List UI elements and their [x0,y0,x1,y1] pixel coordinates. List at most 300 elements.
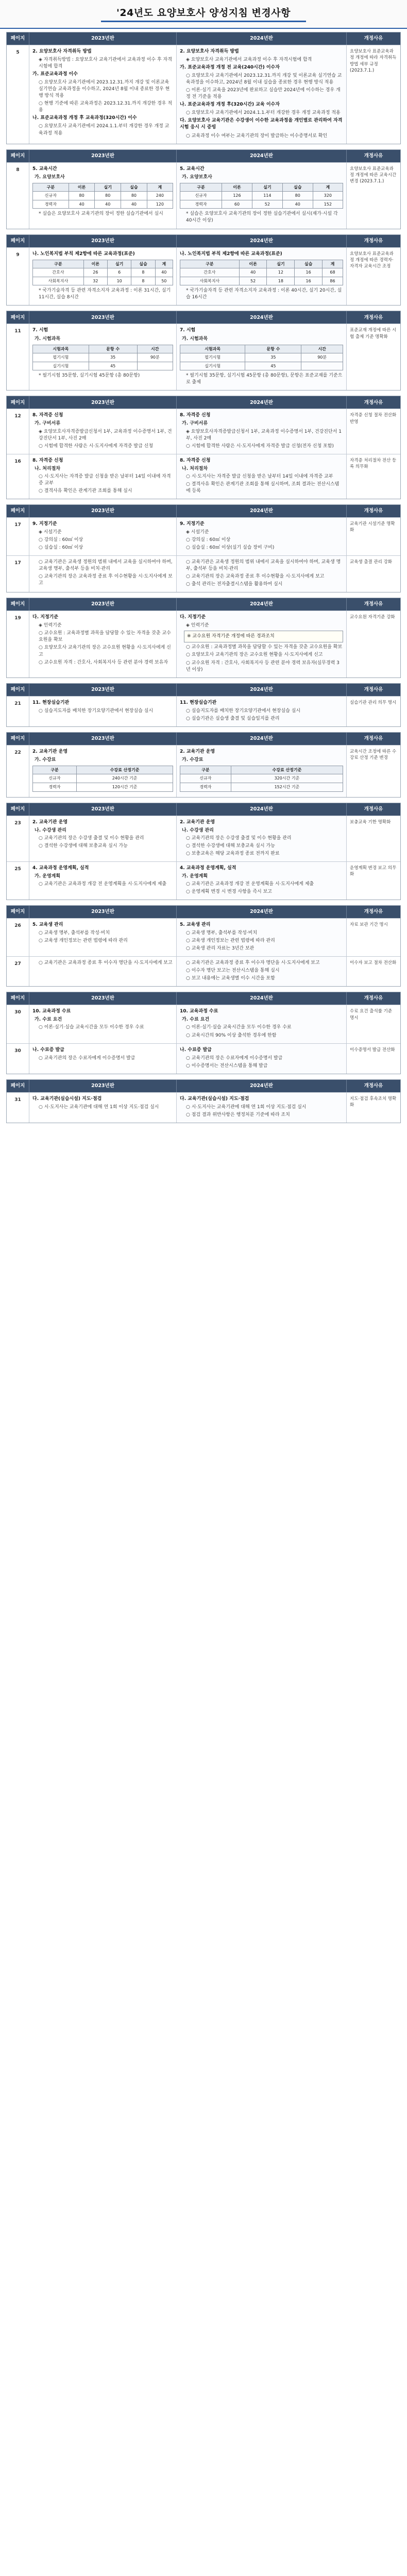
header-reason: 개정사유 [364,806,383,812]
header-old-version: 2023년판 [29,396,177,409]
comparison-row [7,162,400,229]
body-text: ○ 강의실 : 60㎡ 이상 [186,537,231,543]
body-text: ○ 교육생 개인정보는 관련 법령에 따라 관리 [186,938,275,944]
body-text: ○ 실습기관은 실습생 출결 및 실습일지를 관리 [186,716,280,721]
mini-table-head-cell: 계 [155,260,173,268]
mini-table-head-cell: 문항 수 [89,345,137,353]
body-text: ○ 요양보호사 교육기관에서 2023.12.31.까지 개강 및 이론교육 실기연습 교육과정을 이수하고, 2024년 8월 이내 종료한 경우 현행 방식 적용 [39,80,170,99]
old-version-cell [29,816,177,861]
body-text: ○ 보충교육은 해당 교육과정 종료 전까지 완료 [186,851,280,856]
body-text: ○ 출석 관리는 전자출결시스템을 활용하여 실시 [186,582,283,587]
mini-table-head-cell: 실기 [95,183,121,192]
subsection-heading: 가. 수료 요건 [35,1017,62,1023]
section-heading: 9. 지정기준 [180,521,205,527]
page-number: 30 [7,1044,29,1074]
new-version-cell [177,957,347,986]
mini-table-cell: 52 [252,200,282,209]
mini-table-cell: 10 [108,277,131,285]
page-number: 16 [7,454,29,499]
header-new-version: 2024년판 [177,311,347,324]
new-version-cell [177,697,347,726]
body-text: ◈ 요양보호사 교육기관에서 교육과정 이수 후 자격시험에 합격 [186,57,312,63]
section-heading: 다. 교육기관(실습시설) 지도·점검 [180,1096,249,1101]
mini-table-head-cell: 구분 [180,183,222,192]
comparison-table [6,311,401,391]
body-text: ○ 시·도지사는 자격증 발급 신청을 받은 날부터 14일 이내에 자격증 교부 [39,473,171,486]
revision-reason: 운영계획 변경 보고 의무화 [350,865,397,877]
comparison-mini-table [32,345,173,371]
mini-table-cell: 신규자 [180,192,222,200]
body-text: ○ 결석한 수강생에 대해 보충교육 실시 가능 [186,843,275,849]
old-version-cell [29,957,177,986]
comparison-document [6,32,401,1128]
mini-table-cell: 90분 [301,353,343,362]
header-reason: 개정사유 [364,995,383,1002]
header-old-version: 2023년판 [29,505,177,517]
comparison-mini-table [180,766,343,792]
comparison-row [7,1005,400,1043]
mini-table-cell: 120시간 기준 [77,783,173,792]
body-text: ○ 교육과정 이수 여부는 교육기관의 장이 발급하는 이수증명서로 확인 [186,133,328,139]
revision-reason: 교육시간 조정에 따른 수강료 산정 기준 변경 [350,749,397,761]
mini-table-cell: 35 [245,353,301,362]
subsection-heading: 가. 시험과목 [35,336,61,342]
new-version-cell [177,1005,347,1043]
header-new-version: 2024년판 [177,396,347,409]
section-heading: 2. 요양보호사 자격취득 방법 [32,49,92,54]
old-version-cell [29,163,177,229]
revision-reason: 이수증명서 발급 전산화 [350,1047,395,1053]
comparison-row [7,247,400,306]
table-header [7,906,400,918]
old-version-cell [29,1044,177,1074]
body-text: ○ 요양보호사 교육기관에서 2023.12.31.까지 개강 및 이론교육 실기연습 교육과정을 이수하고, 2024년 8월 이내 실습을 종료한 경우 현행 방식 적용 [186,73,342,86]
revision-reason: 이수자 보고 절차 전산화 [350,960,397,966]
body-text: ○ 이론·실기·실습 교육시간을 모두 이수한 경우 수료 [39,1025,144,1030]
header-page: 페이지 [7,803,29,816]
page-number: 12 [7,409,29,453]
revision-reason: 요양보호사 표준교육과정 개정에 따른 교육시간 변경 (2023.7.1.) [350,166,397,184]
header-new-version: 2024년판 [177,684,347,696]
page-number: 11 [7,324,29,390]
table-header [7,684,400,696]
mini-table-head-cell: 구분 [180,766,231,774]
mini-table-row [180,200,343,209]
mini-table-cell: 40 [69,200,95,209]
comparison-row [7,1092,400,1123]
comparison-table [6,905,401,987]
header-new-version: 2024년판 [177,235,347,247]
new-version-cell [177,518,347,555]
mini-table-head-cell: 이론 [83,260,107,268]
body-text: ○ 교육기관은 교육과정 종료 후 이수자 명단을 시·도지사에게 보고 [39,960,173,966]
new-version-cell [177,611,347,677]
new-version-cell [177,409,347,453]
page-number: 31 [7,1093,29,1123]
section-heading: 8. 자격증 신청 [180,413,211,418]
comparison-row [7,696,400,726]
revision-reason: 자격증 처리절차 전산 등록 의무화 [350,457,397,469]
mini-table-head-cell: 구분 [180,260,240,268]
mini-table-cell: 240시간 기준 [77,774,173,783]
section-heading: 5. 교육생 관리 [32,922,63,928]
revision-reason: 표준교재 개정에 따른 시험 출제 기준 명확화 [350,328,397,340]
table-header [7,150,400,162]
comparison-table [6,149,401,229]
body-text: ○ 교육기관의 장은 수료자에게 이수증명서 발급 [39,1055,135,1061]
section-heading: 4. 교육과정 운영계획, 실적 [180,865,236,871]
comparison-row [7,956,400,986]
mini-table-cell: 18 [267,277,295,285]
header-page: 페이지 [7,598,29,611]
section-heading: 나. 수료증 발급 [32,1047,64,1053]
comparison-mini-table [180,183,343,209]
comparison-row [7,745,400,797]
mini-table-header [180,260,343,268]
mini-table-row [33,774,173,783]
body-text: ○ 교육기관의 장은 교육과정 종료 후 이수현황을 시·도지사에게 보고 [186,574,325,580]
header-new-version: 2024년판 [177,598,347,611]
mini-table-head-cell: 구분 [33,766,77,774]
mini-table-header [33,183,173,192]
mini-table-cell: 필기시험 [180,353,245,362]
mini-table-head-cell: 실기 [108,260,131,268]
header-old-version: 2023년판 [29,684,177,696]
new-version-cell [177,1093,347,1123]
subsection-heading: 가. 수강료 [182,757,204,762]
mini-table-cell [137,362,173,370]
body-text: * 필기시험 35문항, 실기시험 45문항 (총 80문항), 문항은 표준교재를 기준으로 출제 [186,373,343,385]
new-version-cell [177,163,347,229]
mini-table-cell: 실기시험 [180,362,245,370]
body-text: ○ 교육기관은 교육생 정원의 범위 내에서 교육을 실시하여야 하며, 교육생 명부, 출석부 등을 비치·관리 [186,560,341,572]
mini-table-cell: 신규자 [33,774,77,783]
mini-table-cell: 86 [323,277,343,285]
revision-reason: 지도·점검 후속조치 명확화 [350,1096,397,1108]
header-old-version: 2023년판 [29,906,177,918]
old-version-cell [29,518,177,555]
body-text: ○ 이수자 명단 보고는 전산시스템을 통해 실시 [186,968,280,974]
header-page: 페이지 [7,32,29,45]
mini-table-cell: 신규자 [33,192,69,200]
body-text: ○ 시·도지사는 교육기관에 대해 연 1회 이상 지도·점검 실시 [186,1104,307,1110]
body-text: ○ 교육생 명부, 출석부를 작성·비치 [186,930,258,936]
page-banner [0,0,407,29]
mini-table-row [33,268,173,277]
page-number: 19 [7,611,29,677]
body-text: ○ 교육기관은 교육과정 종료 후 이수자 명단을 시·도지사에게 보고 [186,960,320,966]
new-version-cell [177,816,347,861]
mini-table-cell: 사회복지사 [33,277,84,285]
comparison-table [6,598,401,677]
comparison-row [7,861,400,900]
section-heading: 5. 교육시간 [180,166,205,172]
revision-reason: 교육기관 시설기준 명확화 [350,521,395,533]
revision-reason: 교수요원 자격기준 강화 [350,615,395,620]
header-old-version: 2023년판 [29,1080,177,1092]
mini-table-cell: 실기시험 [33,362,89,370]
page-number: 23 [7,816,29,861]
subsection-heading: 나. 수강생 관리 [35,827,66,833]
comparison-mini-table [180,345,343,371]
body-text: * 국가기술자격 등 관련 자격소지자 교육과정 : 이론 31시간, 실기 11시간, 실습 8시간 [39,288,171,300]
body-text: ○ 시·도지사는 자격증 발급 신청을 받은 날부터 14일 이내에 자격증 교부 [186,473,333,479]
new-version-cell [177,745,347,797]
subsection-heading: 가. 요양보호사 [182,174,212,180]
subsection-heading: 가. 수료 요건 [182,1017,210,1023]
header-new-version: 2024년판 [177,1080,347,1092]
notice-box: ※ 교수요원 자격기준 개정에 따른 경과조치 [184,631,343,642]
mini-table-cell: 신규자 [180,774,231,783]
mini-table-cell: 40 [282,200,313,209]
header-reason: 개정사유 [364,36,383,42]
mini-table-cell: 80 [121,192,147,200]
section-heading: 가. 표준교육과정 이수 [32,72,78,77]
old-version-cell [29,1005,177,1043]
old-version-cell [29,248,177,306]
mini-table-cell: 60 [222,200,252,209]
section-heading: 11. 현장실습기관 [32,700,70,705]
mini-table-cell: 320시간 기준 [231,774,343,783]
old-version-cell [29,611,177,677]
page-number: 8 [7,163,29,229]
header-old-version: 2023년판 [29,733,177,745]
mini-table-row [180,783,343,792]
mini-table-head-cell: 시간 [301,345,343,353]
page-number: 5 [7,45,29,144]
mini-table-head-cell: 구분 [33,183,69,192]
mini-table-cell: 16 [295,268,323,277]
mini-table-header [33,260,173,268]
page-number: 17 [7,556,29,592]
section-heading: 나. 수료증 발급 [180,1047,212,1053]
comparison-table [6,683,401,727]
page-title: '24년도 요양보호사 양성지침 변경사항 [116,7,291,19]
mini-table-head-cell: 이론 [222,183,252,192]
mini-table-cell: 40 [155,268,173,277]
header-page: 페이지 [7,906,29,918]
mini-table-cell: 6 [108,268,131,277]
mini-table-head-cell: 시험과목 [180,345,245,353]
body-text: ○ 교육기관은 교육생 정원의 범위 내에서 교육을 실시하여야 하며, 교육생 명부, 출석부 등을 비치·관리 [39,560,173,572]
mini-table-row [180,277,343,285]
comparison-table [6,504,401,592]
body-text: ○ 실습지도자를 배치한 장기요양기관에서 현장실습 실시 [186,708,301,714]
body-text: ◈ 인력기준 [39,623,62,629]
table-header [7,803,400,816]
subsection-heading: 나. 처리절차 [182,466,208,471]
new-version-cell [177,862,347,900]
mini-table-head-cell: 문항 수 [245,345,301,353]
body-text: ○ 교수요원 자격 : 간호사, 사회복지사 등 관련 분야 경력 보유자 [39,659,168,665]
mini-table-header [33,766,173,774]
old-version-cell [29,745,177,797]
subsection-heading: 가. 요양보호사 [35,174,65,180]
mini-table-head-cell: 시간 [137,345,173,353]
mini-table-head-cell: 실습 [282,183,313,192]
mini-table-cell: 8 [131,268,155,277]
page-number: 27 [7,957,29,986]
section-heading: 2. 교육기관 운영 [32,819,68,825]
section-heading: 다. 요양보호사 교육기관은 수강생이 이수한 교육과정을 개인별로 관리하여 자격시험 응시 시 증빙 [180,118,343,130]
comparison-table [6,396,401,499]
mini-table-cell [301,362,343,370]
mini-table-header [33,345,173,353]
mini-table-cell: 45 [89,362,137,370]
mini-table-head-cell: 계 [323,260,343,268]
section-heading: 다. 지정기준 [180,615,206,620]
body-text: ○ 이론·실기 교육을 2023년에 완료하고 실습만 2024년에 이수하는 경우 개정 전 기준을 적용 [186,88,341,100]
body-text: ○ 시험에 합격한 사람은 시·도지사에게 자격증 발급 신청(전자 신청 포함) [186,443,334,449]
header-reason: 개정사유 [364,909,383,915]
section-heading: 10. 교육과정 수료 [32,1009,71,1014]
body-text: ○ 교수요원 : 교육과정별 과목을 담당할 수 있는 자격을 갖춘 교수요원을 확보 [186,645,343,650]
header-new-version: 2024년판 [177,505,347,517]
mini-table-row [33,277,173,285]
section-heading: 8. 자격증 신청 [32,457,63,463]
mini-table-row [33,192,173,200]
mini-table-row [33,783,173,792]
body-text: ○ 요양보호사 교육기관의 장은 교수요원 현황을 시·도지사에게 신고 [39,645,171,657]
mini-table-cell: 40 [121,200,147,209]
comparison-row [7,555,400,592]
body-text: ○ 강의실 : 60㎡ 이상 [39,537,83,543]
body-text: ○ 요양보호사 교육기관에서 2024.1.1.부터 개강한 경우 개정 교육과정 적용 [39,124,169,136]
revision-reason: 수료 요건 출석률 기준 명시 [350,1009,393,1021]
header-page: 페이지 [7,311,29,324]
new-version-cell [177,454,347,499]
header-page: 페이지 [7,235,29,247]
table-header [7,505,400,517]
header-page: 페이지 [7,733,29,745]
header-old-version: 2023년판 [29,992,177,1005]
page-number: 22 [7,745,29,797]
page-number: 9 [7,248,29,306]
header-page: 페이지 [7,1080,29,1092]
revision-reason: 교육생 출결 관리 강화 [350,560,393,565]
mini-table-row [180,268,343,277]
mini-table-cell: 320 [313,192,343,200]
body-text: ○ 요양보호사 교육기관의 장은 교수요원 현황을 시·도지사에게 신고 [186,652,323,658]
header-page: 페이지 [7,396,29,409]
old-version-cell [29,862,177,900]
mini-table-cell: 8 [131,277,155,285]
mini-table-cell: 12 [267,268,295,277]
body-text: * 필기시험 35문항, 실기시험 45문항 (총 80문항) [39,373,140,379]
mini-table-cell: 경력자 [180,200,222,209]
mini-table-row [180,353,343,362]
mini-table-cell: 90분 [137,353,173,362]
header-new-version: 2024년판 [177,733,347,745]
section-heading: 다. 교육기관(실습시설) 지도·점검 [32,1096,102,1101]
table-header [7,733,400,745]
mini-table-cell: 80 [69,192,95,200]
revision-reason: 요양보호사 표준교육과정 개정에 따라 자격취득 방법 세부 규정 (2023.7.1.) [350,49,397,73]
comparison-row [7,324,400,390]
body-text: ◈ 요양보호사자격증발급신청서 1부, 교육과정 이수증명서 1부, 건강진단서 1부, 사진 2매 [39,429,172,441]
mini-table-head-cell: 실습 [131,260,155,268]
header-reason: 개정사유 [364,238,383,244]
body-text: ○ 점검 결과 위반사항은 행정처분 기준에 따라 조치 [186,1112,290,1117]
body-text: ○ 실습실 : 60㎡ 이상(실기 실습 장비 구비) [186,545,275,551]
body-text: ○ 현행 기준에 따른 교육과정은 2023.12.31.까지 개강한 경우 적용 [39,101,173,113]
mini-table-cell: 35 [89,353,137,362]
section-heading: 나. 노인복지법 부칙 제2항에 따른 교육과정(표준) [32,251,135,257]
header-old-version: 2023년판 [29,235,177,247]
subsection-heading: 가. 수강료 [35,757,56,762]
revision-reason: 보충교육 기한 명확화 [350,819,391,825]
mini-table-cell: 152 [313,200,343,209]
header-page: 페이지 [7,150,29,162]
header-reason: 개정사유 [364,601,383,607]
mini-table-cell: 114 [252,192,282,200]
mini-table-head-cell: 이론 [239,260,267,268]
header-reason: 개정사유 [364,735,383,741]
header-old-version: 2023년판 [29,598,177,611]
header-reason: 개정사유 [364,686,383,692]
comparison-mini-table [32,766,173,792]
body-text: ○ 교수요원 자격 : 간호사, 사회복지사 등 관련 분야 경력 보유자(실무경력 3년 이상) [186,660,340,672]
table-header [7,311,400,324]
header-page: 페이지 [7,684,29,696]
header-reason: 개정사유 [364,399,383,405]
mini-table-cell: 50 [155,277,173,285]
comparison-row [7,454,400,499]
revision-reason: 실습기관 관리 의무 명시 [350,700,397,705]
old-version-cell [29,409,177,453]
mini-table-cell: 80 [282,192,313,200]
section-heading: 2. 교육기관 운영 [32,749,68,754]
body-text: ○ 시험에 합격한 사람은 시·도지사에게 자격증 발급 신청 [39,443,154,449]
header-old-version: 2023년판 [29,150,177,162]
header-old-version: 2023년판 [29,803,177,816]
body-text: ○ 교육기관의 장은 교육과정 종료 후 이수현황을 시·도지사에게 보고 [39,574,173,586]
section-heading: 나. 표준교육과정 개정 후(320시간) 교육 이수자 [180,102,280,108]
mini-table-cell: 120 [147,200,173,209]
body-text: ○ 결석한 수강생에 대해 보충교육 실시 가능 [39,843,128,849]
mini-table-cell: 40 [95,200,121,209]
mini-table-head-cell: 계 [313,183,343,192]
header-reason: 개정사유 [364,314,383,320]
old-version-cell [29,697,177,726]
mini-table-cell: 152시간 기준 [231,783,343,792]
mini-table-row [33,353,173,362]
body-text: ○ 교육기관의 장은 수강생 출결 및 이수 현황을 관리 [186,835,292,841]
old-version-cell [29,919,177,956]
body-text: ○ 교육생 개인정보는 관련 법령에 따라 관리 [39,938,128,944]
new-version-cell [177,248,347,306]
mini-table-row [33,362,173,370]
section-heading: 다. 지정기준 [32,615,59,620]
header-reason: 개정사유 [364,508,383,514]
new-version-cell [177,324,347,390]
header-page: 페이지 [7,992,29,1005]
mini-table-cell: 간호사 [180,268,240,277]
body-text: ◈ 시설기준 [39,529,62,535]
new-version-cell [177,919,347,956]
section-heading: 2. 교육기관 운영 [180,749,215,754]
body-text: ○ 교육시간의 90% 이상 출석한 경우에 한함 [186,1032,277,1038]
revision-reason: 자료 보관 기간 명시 [350,922,388,928]
section-heading: 7. 시험 [180,328,196,333]
body-text: ○ 교육기관의 장은 수료자에게 이수증명서 발급 [186,1055,283,1061]
new-version-cell [177,45,347,144]
header-new-version: 2024년판 [177,150,347,162]
body-text: ○ 이수증명서는 전산시스템을 통해 발급 [186,1063,268,1069]
mini-table-head-cell: 이론 [69,183,95,192]
comparison-row [7,918,400,956]
mini-table-cell: 16 [295,277,323,285]
